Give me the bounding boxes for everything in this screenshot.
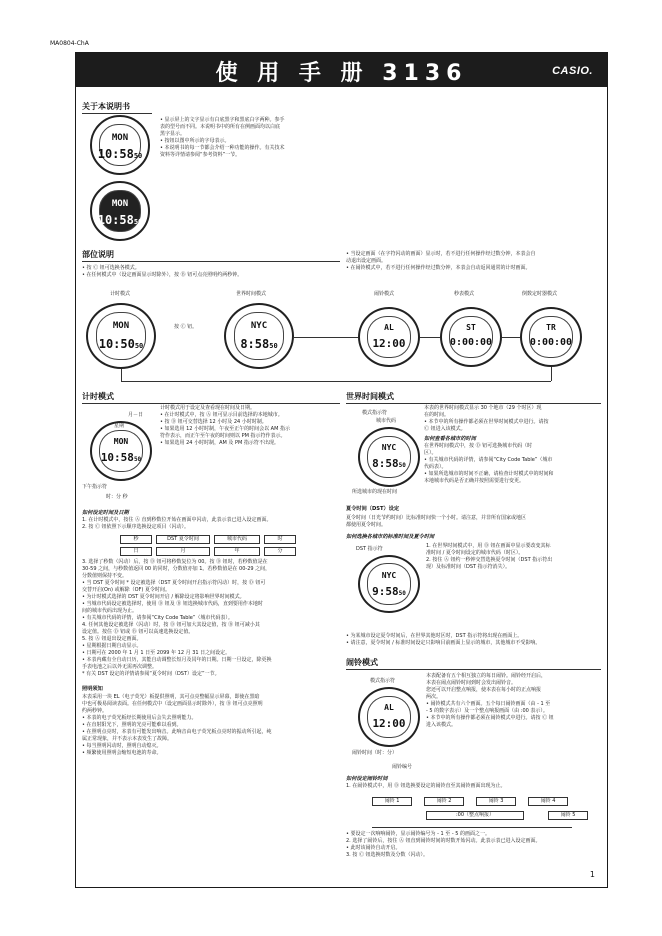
manual-title: 使 用 手 册 3136 — [215, 61, 468, 86]
title-banner — [76, 53, 607, 87]
light-subheading: 照明须知 — [82, 686, 103, 692]
mode-label-worldtime: 世界时间模式 — [236, 291, 267, 297]
label-hour-min-sec: 时：分 秒 — [106, 494, 128, 500]
seq-city: 城市代码 — [214, 535, 260, 544]
seq-seconds: 秒 — [120, 535, 152, 544]
watch-worldtime: NYC 8:5850 — [224, 303, 294, 369]
setting-sequence-row1 — [120, 535, 300, 544]
seq-alarm-2: 闹铃 2 — [424, 797, 464, 806]
watch-timekeeping-detail: MON 10:5850 — [90, 421, 152, 481]
label-alarm-time: 闹铃时间（时：分） — [352, 750, 398, 756]
watch-alarm: AL 12:00 — [358, 307, 420, 367]
set-alarm-steps: • 要设定一次响响闹铃，显示闹铃编号为 - 1 至 - 5 的画面之一。 2. 选择了闹铃后，按住 Ⓐ 钮直到闹铃时间的时数开始闪动。此表示表已进入设定画面。 • 此时该闹铃自动开启。 3. 按 Ⓒ 钮选换时数及分数（闪动）。 — [346, 831, 541, 858]
alarm-intro: 本表配备有五个相互独立的每日闹铃。闹铃经开启后， 本表在闹点闹铃时间到时会发出闹铃音。 您还可以开启整点响报，使本表在每小时的正点响报 两次。 • 闹铃模式共有六个画面。五个每日闹铃画面（由 - 1 至 - 5 的数字表示）及一个整点响报画面（由 :00 表示）。 • 本节中的所有操作都必须在闹铃模式中进行。请按 Ⓒ 钮 进入该模式。 — [426, 673, 554, 728]
seq-minute: 分 — [264, 547, 296, 556]
label-alarm-number: 闹铃编号 — [392, 764, 413, 770]
dst-heading: 夏令时间（DST）设定 — [346, 506, 400, 512]
dst-text: 夏令时间（日光节约时间）比标准时间快一个小时。请注意，并非所有国家或地区 都使用夏令时间。 — [346, 515, 527, 528]
watch-countdown: TR 0:00:00 — [520, 307, 582, 367]
about-text: • 显示屏上的文字显示有白底黑字和黑底白字两种。参手 表的型号而不同。本说明书中的所有在例画面均以白底 黑字显示。 • 按钮以图中所示的字母表示。 • 本说明书的每一节都会介绍一种功能的操作。有关技术 资料等详情请参阅“参考资料”一节。 — [160, 117, 285, 158]
label-city-code: 城市代码 — [376, 418, 397, 424]
setting-sequence-row2 — [120, 547, 300, 556]
press-c-label: 按 Ⓒ 钮。 — [174, 324, 198, 330]
seq-alarm-4: 闹铃 4 — [528, 797, 568, 806]
watch-stopwatch: ST 0:00:00 — [440, 307, 502, 367]
dst-notes: • 为某城市设定夏令时间后，在世界其他时区时，DST 指示符将出现在画面上。 • 请注意，夏令时间 / 标准时间设定只影响目前画面上显示的城市，其他城市不受影响。 — [346, 633, 541, 646]
alarm-sequence-row2 — [426, 811, 592, 820]
label-month-day: 月－日 — [128, 412, 144, 418]
watch-worldtime-detail: NYC 8:5850 — [358, 427, 420, 487]
label-mode-indicator: 模式指示符 — [362, 410, 388, 416]
label-weekday: 星期 — [114, 423, 125, 429]
watch-alarm-detail: AL 12:00 — [358, 687, 420, 747]
timekeeping-intro: 计时模式用于设定及查看现在时间及日期。 • 在计时模式中，按 Ⓐ 钮可显示目前选择的本地城市。 • 按 Ⓓ 钮可交替选择 12 小时及 24 小时时制。 • 如果选用 12 小时时制，午夜至正午的时间会以 AM 指示 符作表示，而正午至午夜的时间则以 PM 指示符作表示。 • 如果选用 24 小时时制，AM 及 PM 指示符不出现。 — [160, 405, 290, 446]
set-time-steps-a: 1. 在计时模式中，按住 Ⓐ 直到秒数位开始在画面中闪动，此表示表已进入设定画面。 2. 按 Ⓒ 钮依照下示顺序选换设定项目（闪动）。 — [82, 517, 272, 530]
seq-hour: 时 — [264, 535, 296, 544]
seq-month: 月 — [156, 547, 210, 556]
dst-switch-steps: 1. 在世界时间模式中，用 Ⓓ 钮在画面中显示要改变其标 准时间 / 夏令时间设定的城市代码（时区）。 2. 按住 Ⓐ 钮约一秒钟交替选换夏令时间（DST 指示符出 现）及标准时间（DST 指示符消失）。 — [426, 543, 553, 570]
light-notes: 本表采用一块 EL（电子荧光）板提供照明，其可点亮整幅显示屏幕，即使在黑暗 中也可极易阅读表面。在任何模式中（设定画面显示时除外），按 Ⓑ 钮可点亮照明 约两秒钟。 • 本表的电子荧光板经长期使用后会失去照明能力。 • 在直射阳光下，照明的光亮可能难以看到。 • 在照明点亮时，本表有可能发出响音。此响音由电子荧光板点亮时的振动所引起，纯 属正常现象，并不表示本表发生了故障。 • 每当照明闪动时，照明自动熄灭。 • 频繁使用照明会缩短电池的寿命。 — [82, 694, 272, 756]
mode-label-alarm: 闹铃模式 — [374, 291, 395, 297]
label-dst-indicator: DST 指示符 — [356, 546, 383, 552]
timekeeping-heading: 计时模式 — [82, 391, 340, 404]
document-code: MA0804-ChA — [50, 40, 89, 47]
mode-label-timekeeping: 计时模式 — [110, 291, 131, 297]
label-current-city-time: 所选城市的现在时间 — [352, 489, 398, 495]
seq-year: 年 — [214, 547, 260, 556]
seq-hourly-signal: :00（整点响报） — [426, 811, 524, 820]
page-number: 1 — [589, 870, 595, 879]
label-pm-indicator: 下午指示符 — [82, 484, 108, 490]
casio-logo: CASIO. — [552, 65, 593, 77]
watch-illustration-white: MON 10:5850 — [90, 115, 150, 175]
label-alarm-mode-indicator: 模式指示符 — [370, 678, 396, 684]
about-heading: 关于本说明书 — [82, 101, 152, 114]
seq-alarm-3: 闹铃 3 — [476, 797, 516, 806]
page-frame — [75, 52, 608, 888]
seq-alarm-5: 闹铃 5 — [548, 811, 588, 820]
seq-alarm-1: 闹铃 1 — [372, 797, 412, 806]
parts-left-text: • 按 Ⓒ 钮可选换各模式。 • 在任何模式中（设定画面显示时除外），按 Ⓑ 钮可点亮照明约两秒钟。 — [82, 265, 243, 278]
worldtime-intro: 本表的世界时间模式显示 30 个地市（29 个时区）现 在的时间。 • 本节中的所有操作都必须在世界时间模式中进行。请按 Ⓒ 钮进入该模式。 — [424, 405, 549, 432]
seq-day: 日 — [120, 547, 152, 556]
view-city-steps: 在世界时间模式中，按 Ⓓ 钮可选换城市代码（时 区）。 • 有关城市代码的详情，请参阅“City Code Table”（城市 代码表）。 • 如果所选城市的时间不正确，请检查计时模式中的时间和 本地城市代码是否正确并按照需要进行变更。 — [424, 443, 554, 484]
alarm-sequence — [372, 797, 568, 806]
set-time-subheading: 如何设定时间及日期 — [82, 510, 129, 516]
alarm-heading: 闹铃模式 — [346, 657, 601, 670]
watch-illustration-black: MON 10:5850 — [90, 181, 150, 241]
watch-dst: NYC 9:5850 — [358, 555, 420, 613]
watch-timekeeping: MON 10:5050 — [86, 303, 156, 369]
seq-dst: DST 夏令时间 — [156, 535, 210, 544]
mode-label-countdown: 倒数定时器模式 — [522, 291, 558, 297]
parts-right-text: • 当设定画面（在字符闪动的画面）显示时，若不进行任何操作经过数分钟，本表会自 动退出设定画面。 • 在闹铃模式中，若不进行任何操作经过数分钟，本表会自动返回通常的计时画面。 — [346, 251, 536, 271]
mode-label-stopwatch: 秒表模式 — [454, 291, 475, 297]
parts-heading: 部位说明 — [82, 249, 340, 262]
view-city-subheading: 如何查看各城市的时间 — [424, 436, 476, 442]
dst-switch-subheading: 如何选换各城市的标准时间及夏令时间 — [346, 534, 435, 540]
set-alarm-subheading: 如何设定闹铃时间 — [346, 776, 388, 782]
set-time-steps-b: 3. 选择了秒数（闪动）后，按 Ⓓ 钮可将秒数复位为 00。按 Ⓓ 钮时，若秒数值是在 30-59 之间，与秒数值返回 00 的同时，分数值亦加 1。若秒数值是在 00-29 之间， 分数值则保持不变。 • 当 DST 夏令时间 * 设定被选择（DST 夏令时间开启指示符闪动）时，按 Ⓓ 钮可 交替开启(On) 或解除（OF) 夏令时间。 • 为计时模式选择的 DST 夏令时间开启 / 解除设定将影响世界时间模式。 • 当城市代码设定被选择时，使用 Ⓓ 钮及 Ⓑ 钮选换城市代码，直到要用作本地时 间的城市代码出现为止。 • 有关城市代码的详情，请参阅“City Code Table”（城市代码表）。 4. 任何其他设定被选择（闪动）时，按 Ⓓ 钮可加大其设定值，按 Ⓑ 钮可减小其 设定值。按住 Ⓓ 钮或 Ⓑ 钮可以高速选换设定值。 5. 按 Ⓐ 钮退出设定画面。 • 星期根据日期自动显示。 • 日期可在 2000 年 1 月 1 日至 2099 年 12 月 31 日之间设定。 • 本表内藏有全自动日历，其能自动调整长短月及闰年的日期。日期一旦设定，除更换 手表电池之后以外无需再次调整。 * 有关 DST 设定的详情请参阅“夏令时间（DST）设定”一节。 — [82, 559, 272, 677]
set-alarm-step1: 1. 在闹铃模式中，用 Ⓓ 钮选换要设定的闹铃直至其闹铃画面出现为止。 — [346, 783, 506, 789]
worldtime-heading: 世界时间模式 — [346, 391, 601, 404]
